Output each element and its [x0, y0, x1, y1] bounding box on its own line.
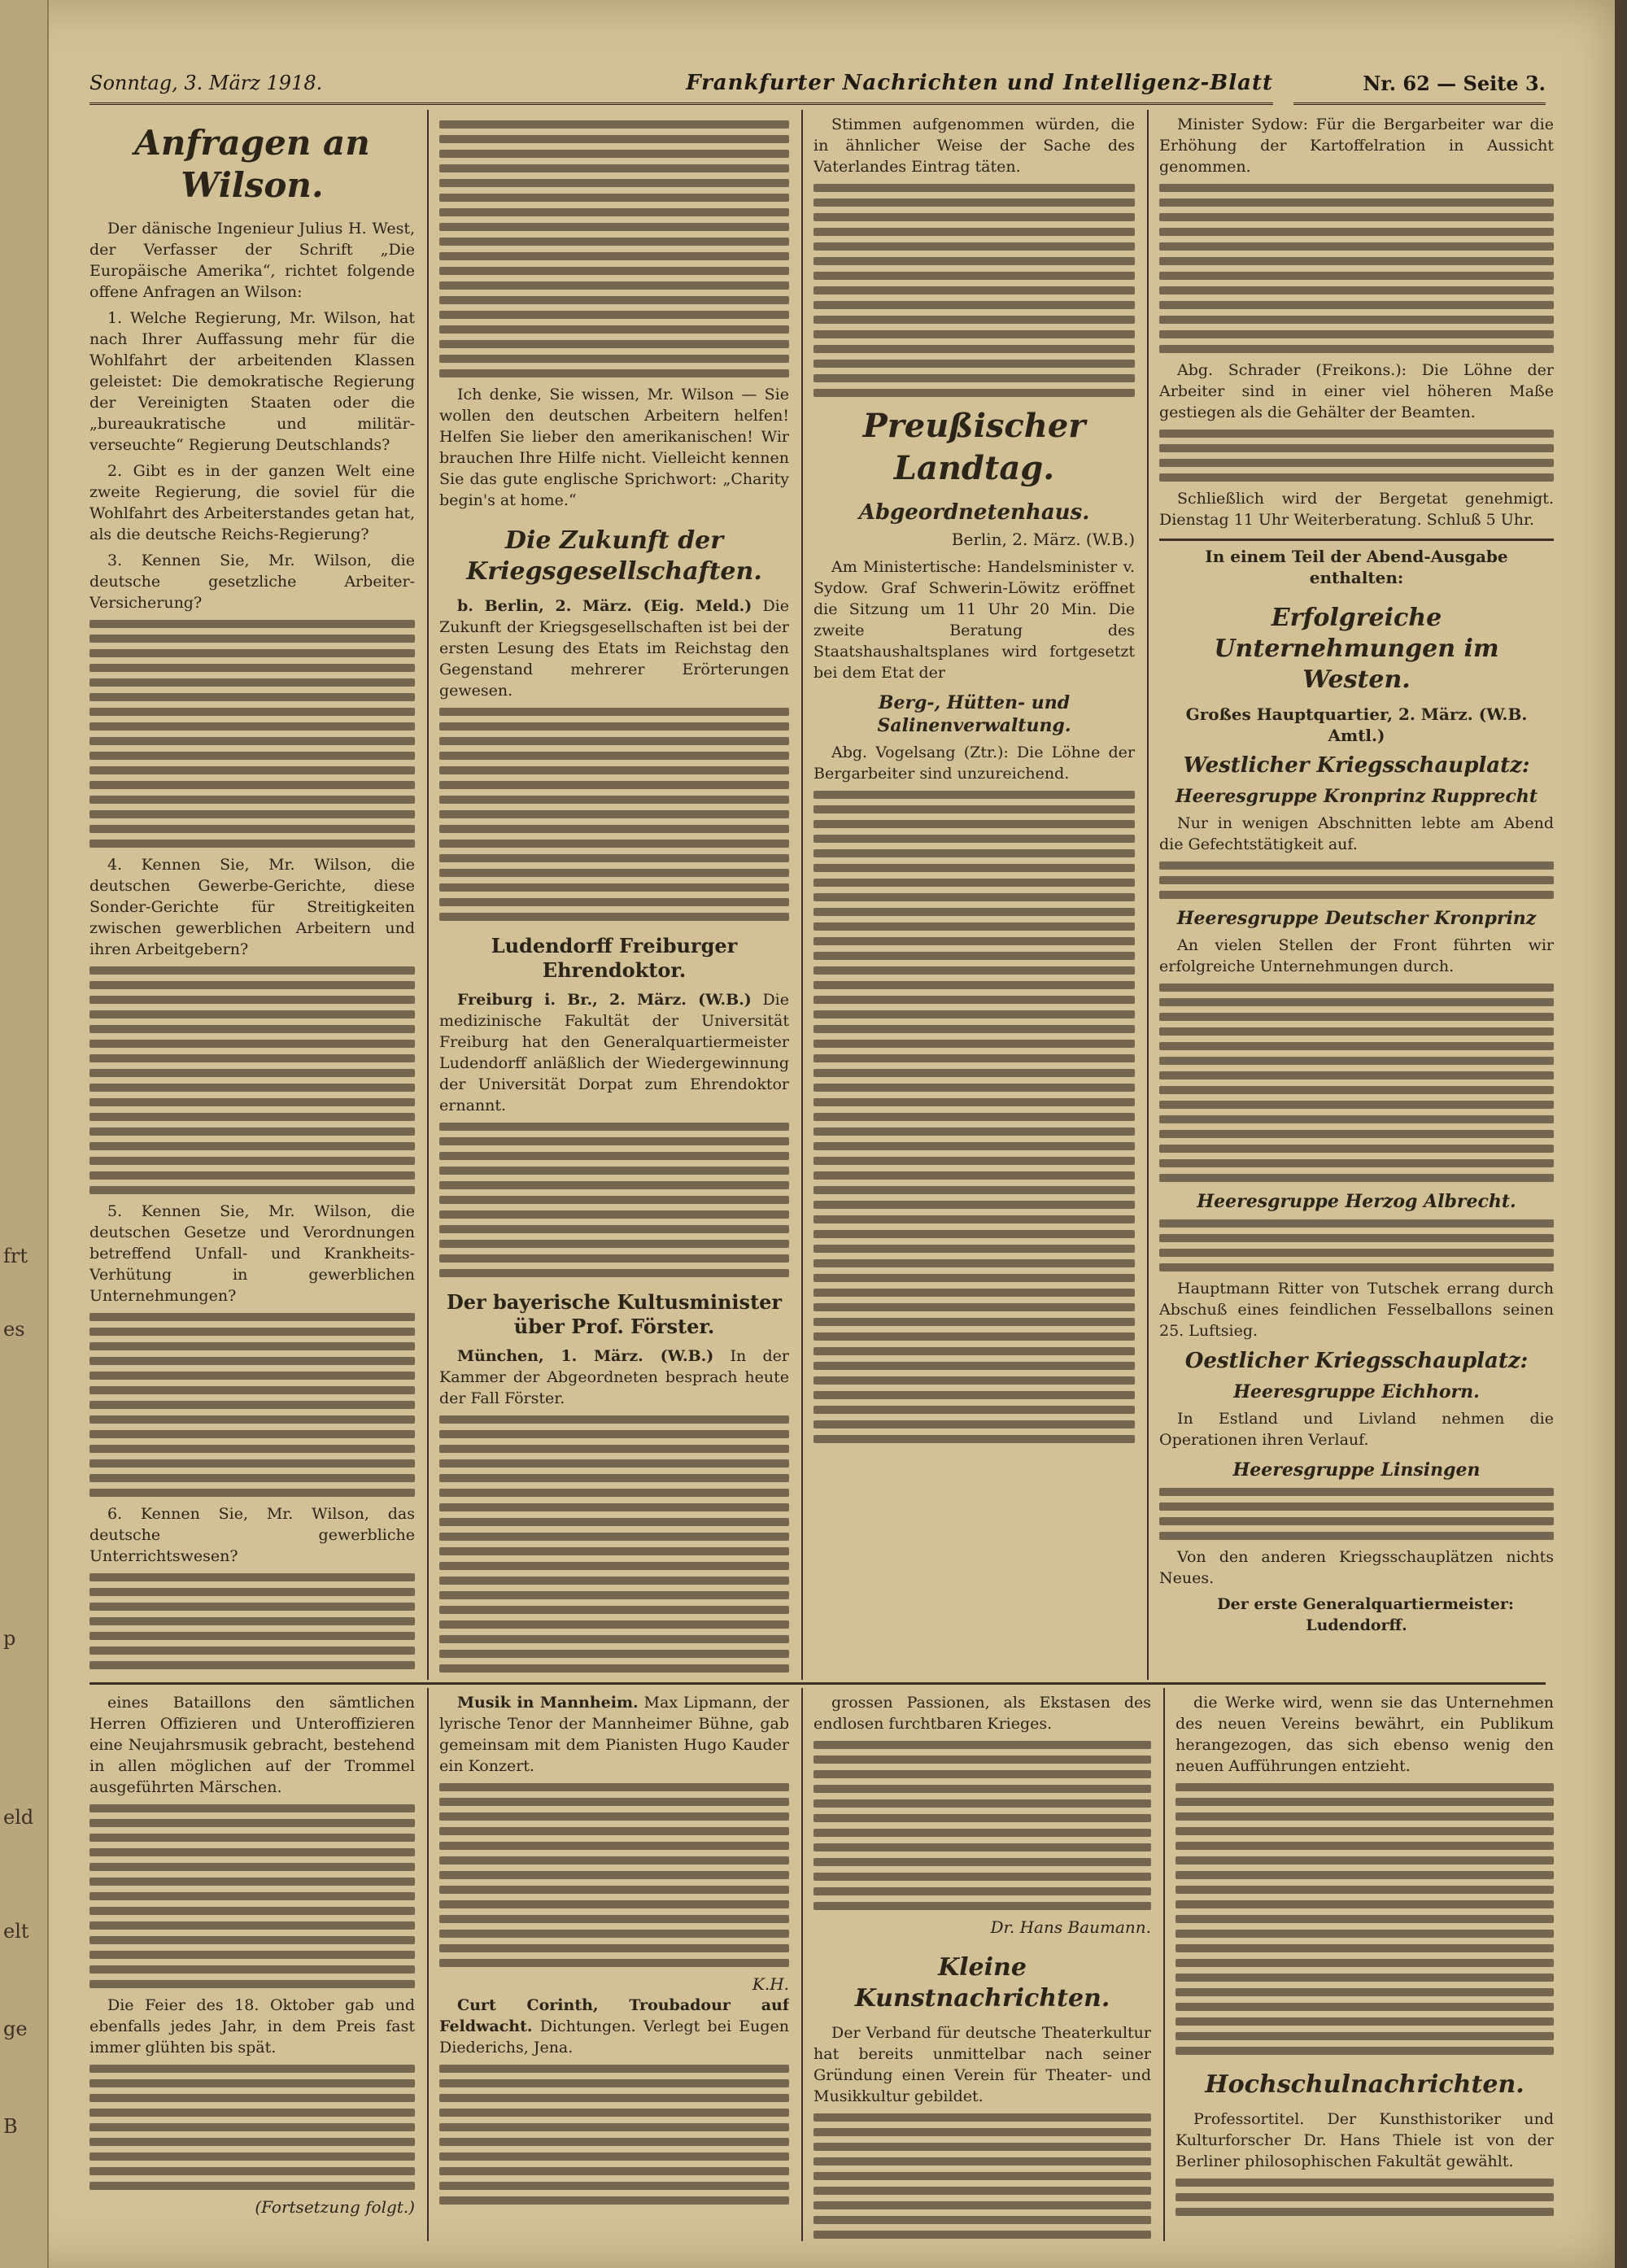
- illegible-text-block: [89, 620, 415, 848]
- paragraph-text: Dichtungen. Verlegt bei Eugen Diederichs, Jena.: [439, 2017, 789, 2056]
- headline-ludendorff: Ludendorff Freiburger Ehrendoktor.: [491, 934, 738, 982]
- illegible-text-block: [439, 120, 789, 377]
- paragraph-text: Die Zukunft der Kriegsgesellschaften ist bei der ersten Lesung des Etats im Reichstag den Gegenstand mehrerer Erörterungen gewesen.: [439, 597, 789, 700]
- column-two: [439, 114, 789, 1676]
- feuilleton-column-3: [814, 1692, 1151, 2245]
- author-initials: K.H.: [752, 1974, 789, 1994]
- column-four: [1159, 114, 1554, 1676]
- paragraph: Professortitel. Der Kunsthistoriker und Kulturforscher Dr. Hans Thiele ist von der Berliner philosophischen Fakultät gewählt.: [1176, 2110, 1554, 2170]
- paragraph: In Estland und Livland nehmen die Operationen ihren Verlauf.: [1159, 1410, 1554, 1449]
- paragraph-text: Max Lipmann, der lyrische Tenor der Mannheimer Bühne, gab gemeinsam mit dem Pianisten Hugo Kauder ein Konzert.: [439, 1694, 789, 1775]
- paragraph: Ich denke, Sie wissen, Mr. Wilson — Sie wollen den deutschen Arbeitern helfen! Helfen Sie lieber den amerikanischen! Wir brauchen Ihre Hilfe nicht. Vielleicht kennen Sie das gute englische Sprichwort: „Charity begin's at home.“: [439, 386, 789, 509]
- theatre-heading: Oestlicher Kriegsschauplatz:: [1184, 1349, 1529, 1373]
- illegible-text-block: [1176, 2179, 1554, 2216]
- illegible-text-block: [814, 184, 1135, 397]
- previous-page-edge: [0, 0, 49, 2268]
- paragraph: grossen Passionen, als Ekstasen des endlosen furchtbaren Krieges.: [814, 1694, 1151, 1733]
- paragraph-text: Die medizinische Fakultät der Universität Freiburg hat den Generalquartiermeister Ludendorff anläßlich der Wiedergewinnung der Universität Dorpat zum Ehrendoktor ernannt.: [439, 991, 789, 1114]
- paragraph: 1. Welche Regierung, Mr. Wilson, hat nach Ihrer Auffassung mehr für die Wohlfahrt der arbeitenden Klassen geleistet: Die demokratische Regierung der Vereinigten Staaten oder die „bureaukratische und militär-verseuchte“ Regierung Deutschlands?: [89, 309, 415, 454]
- illegible-text-block: [89, 1804, 415, 1988]
- illegible-text-block: [89, 1573, 415, 1676]
- illegible-text-block: [814, 2113, 1151, 2245]
- illegible-text-block: [814, 1741, 1151, 1910]
- dateline: Freiburg i. Br., 2. März. (W.B.): [457, 991, 752, 1009]
- army-group-heading: Heeresgruppe Eichhorn.: [1233, 1381, 1480, 1402]
- subhead-abgeordnetenhaus: Abgeordnetenhaus.: [858, 500, 1090, 525]
- feuilleton-column-1: [89, 1692, 415, 2245]
- theatre-heading: Westlicher Kriegsschauplatz:: [1183, 753, 1530, 778]
- article-anfragen-an-wilson: [89, 114, 415, 1676]
- divider: [1159, 539, 1554, 541]
- illegible-text-block: [89, 1313, 415, 1497]
- illegible-text-block: [439, 1783, 789, 1967]
- headline-kleine-kunstnachrichten: Kleine Kunstnachrichten.: [854, 1953, 1110, 2013]
- page-number: Nr. 62 — Seite 3.: [1293, 63, 1546, 105]
- author-signature: Dr. Hans Baumann.: [990, 1917, 1151, 1937]
- column-rule: [1147, 110, 1149, 1680]
- column-three: [814, 114, 1135, 1676]
- illegible-text-block: [89, 2065, 415, 2190]
- column-rule: [427, 1688, 429, 2241]
- army-group-heading: Heeresgruppe Kronprinz Rupprecht: [1175, 786, 1538, 807]
- paragraph: eines Bataillons den sämtlichen Herren Offizieren und Unteroffizieren eine Neujahrsmusik gebracht, bestehend in allen möglichen auf der Trommel ausgeführten Märschen.: [89, 1694, 415, 1796]
- illegible-text-block: [439, 1415, 789, 1676]
- illegible-text-block: [89, 966, 415, 1194]
- paragraph: [439, 989, 789, 1116]
- illegible-text-block: [1159, 861, 1554, 899]
- edge-word: eld: [3, 1806, 34, 1829]
- edge-word: frt: [3, 1245, 28, 1267]
- edge-word: B: [3, 2115, 18, 2138]
- paragraph: die Werke wird, wenn sie das Unternehmen des neuen Vereins bewährt, ein Publikum herangezogen, das sich ebenso wenig den neuen Aufführungen entzieht.: [1176, 1694, 1554, 1775]
- column-rule: [801, 110, 803, 1680]
- illegible-text-block: [1176, 1783, 1554, 2055]
- paragraph: An vielen Stellen der Front führten wir erfolgreiche Unternehmungen durch.: [1159, 936, 1554, 975]
- illegible-text-block: [1159, 430, 1554, 482]
- feuilleton-column-2: [439, 1692, 789, 2245]
- page-header: [89, 63, 1273, 105]
- paragraph: Stimmen aufgenommen würden, die in ähnlicher Weise der Sache des Vaterlandes Eintrag täten.: [814, 116, 1135, 176]
- army-group-heading: Heeresgruppe Linsingen: [1232, 1459, 1481, 1481]
- edge-word: ge: [3, 2017, 28, 2040]
- paragraph: 5. Kennen Sie, Mr. Wilson, die deutschen Gesetze und Verordnungen betreffend Unfall- und Krankheits-Verhütung in gewerblichen Unternehmungen?: [89, 1202, 415, 1305]
- illegible-text-block: [439, 2065, 789, 2205]
- masthead: Frankfurter Nachrichten und Intelligenz-Blatt: [686, 71, 1273, 95]
- paragraph: Von den anderen Kriegsschauplätzen nichts Neues.: [1159, 1548, 1554, 1587]
- paragraph: 6. Kennen Sie, Mr. Wilson, das deutsche gewerbliche Unterrichtswesen?: [89, 1505, 415, 1565]
- paragraph: 3. Kennen Sie, Mr. Wilson, die deutsche gesetzliche Arbeiter-Versicherung?: [89, 552, 415, 612]
- dateline: Berlin, 2. März. (W.B.): [951, 530, 1135, 549]
- paragraph: Die Feier des 18. Oktober gab und ebenfalls jedes Jahr, in dem Preis fast immer glühten bis spät.: [89, 1996, 415, 2056]
- army-group-heading: Heeresgruppe Herzog Albrecht.: [1197, 1191, 1516, 1212]
- headline-kriegsgesellschaften: Die Zukunft der Kriegsgesellschaften.: [466, 526, 762, 586]
- edge-word: elt: [3, 1920, 29, 1943]
- headline-hochschulnachrichten: Hochschulnachrichten.: [1205, 2070, 1524, 2099]
- headline-musik-in-mannheim: Musik in Mannheim.: [457, 1694, 639, 1712]
- paragraph: Der dänische Ingenieur Julius H. West, der Verfasser der Schrift „Die Europäische Amerika“, richtet folgende offene Anfragen an Wilson:: [89, 220, 415, 301]
- section-heading: Berg-, Hütten- und Salinenverwaltung.: [877, 692, 1071, 736]
- issue-date: Sonntag, 3. März 1918.: [89, 72, 323, 94]
- illegible-text-block: [439, 1123, 789, 1277]
- paragraph: Am Ministertische: Handelsminister v. Sydow. Graf Schwerin-Löwitz eröffnet die Sitzung um 11 Uhr 20 Min. Die zweite Beratung des Staatshaushaltsplanes wird fortgesetzt bei dem Etat der: [814, 558, 1135, 682]
- headline: Anfragen an Wilson.: [134, 123, 370, 205]
- dateline: b. Berlin, 2. März. (Eig. Meld.): [457, 597, 752, 615]
- paragraph: [439, 1346, 789, 1409]
- paragraph: Nur in wenigen Abschnitten lebte am Abend die Gefechtstätigkeit auf.: [1159, 814, 1554, 853]
- signoff: Der erste Generalquartiermeister: Ludendorff.: [1217, 1595, 1514, 1634]
- paragraph: Schließlich wird der Bergetat genehmigt. Dienstag 11 Uhr Weiterberatung. Schluß 5 Uhr.: [1159, 490, 1554, 529]
- illegible-text-block: [1159, 984, 1554, 1182]
- edge-word: es: [3, 1318, 25, 1341]
- edge-word: p: [3, 1627, 16, 1650]
- army-group-heading: Heeresgruppe Deutscher Kronprinz: [1176, 908, 1537, 929]
- paragraph: Abg. Schrader (Freikons.): Die Löhne der Arbeiter sind in einer viel höheren Maße gestiegen als die Gehälter der Beamten.: [1159, 361, 1554, 421]
- paragraph: 4. Kennen Sie, Mr. Wilson, die deutschen Gewerbe-Gerichte, diese Sonder-Gerichte für Streitigkeiten zwischen gewerblichen Arbeitern und ihren Arbeitgebern?: [89, 856, 415, 958]
- feuilleton-column-4: [1176, 1692, 1554, 2245]
- paragraph: Hauptmann Ritter von Tutschek errang durch Abschuß eines feindlichen Fesselballons seinen 25. Luftsieg.: [1159, 1280, 1554, 1340]
- headline-preussischer-landtag: Preußischer Landtag.: [862, 407, 1086, 487]
- dateline: Großes Hauptquartier, 2. März. (W.B. Amtl.): [1185, 704, 1528, 745]
- illegible-text-block: [439, 708, 789, 921]
- illegible-text-block: [814, 791, 1135, 1443]
- illegible-text-block: [1159, 1219, 1554, 1271]
- paragraph-text: In der Kammer der Abgeordneten besprach heute der Fall Förster.: [439, 1347, 789, 1407]
- headline-erfolgreiche-unternehmungen: Erfolgreiche Unternehmungen im Westen.: [1214, 604, 1499, 694]
- paragraph: Der Verband für deutsche Theaterkultur hat bereits unmittelbar nach seiner Gründung einen Verein für Theater- und Musikkultur gebildet.: [814, 2024, 1151, 2105]
- illegible-text-block: [1159, 1488, 1554, 1540]
- column-rule: [1163, 1688, 1165, 2241]
- paragraph: Abg. Vogelsang (Ztr.): Die Löhne der Bergarbeiter sind unzureichend.: [814, 744, 1135, 783]
- section-divider: [89, 1682, 1546, 1685]
- intro-line: In einem Teil der Abend-Ausgabe enthalten:: [1205, 547, 1508, 587]
- column-rule: [427, 110, 429, 1680]
- paragraph: [439, 595, 789, 701]
- column-rule: [801, 1688, 803, 2241]
- headline-kultusminister: Der bayerische Kultusminister über Prof. Förster.: [446, 1290, 783, 1338]
- paragraph: Minister Sydow: Für die Bergarbeiter war die Erhöhung der Kartoffelration in Aussicht genommen.: [1159, 116, 1554, 176]
- paragraph: 2. Gibt es in der ganzen Welt eine zweite Regierung, die soviel für die Wohlfahrt des Arbeiterstandes getan hat, als die deutsche Reichs-Regierung?: [89, 462, 415, 543]
- illegible-text-block: [1159, 184, 1554, 353]
- headline-curt-corinth: Curt Corinth, Troubadour auf Feldwacht.: [439, 1996, 789, 2035]
- dateline: München, 1. März. (W.B.): [457, 1347, 714, 1365]
- continued-note: (Fortsetzung folgt.): [255, 2197, 415, 2217]
